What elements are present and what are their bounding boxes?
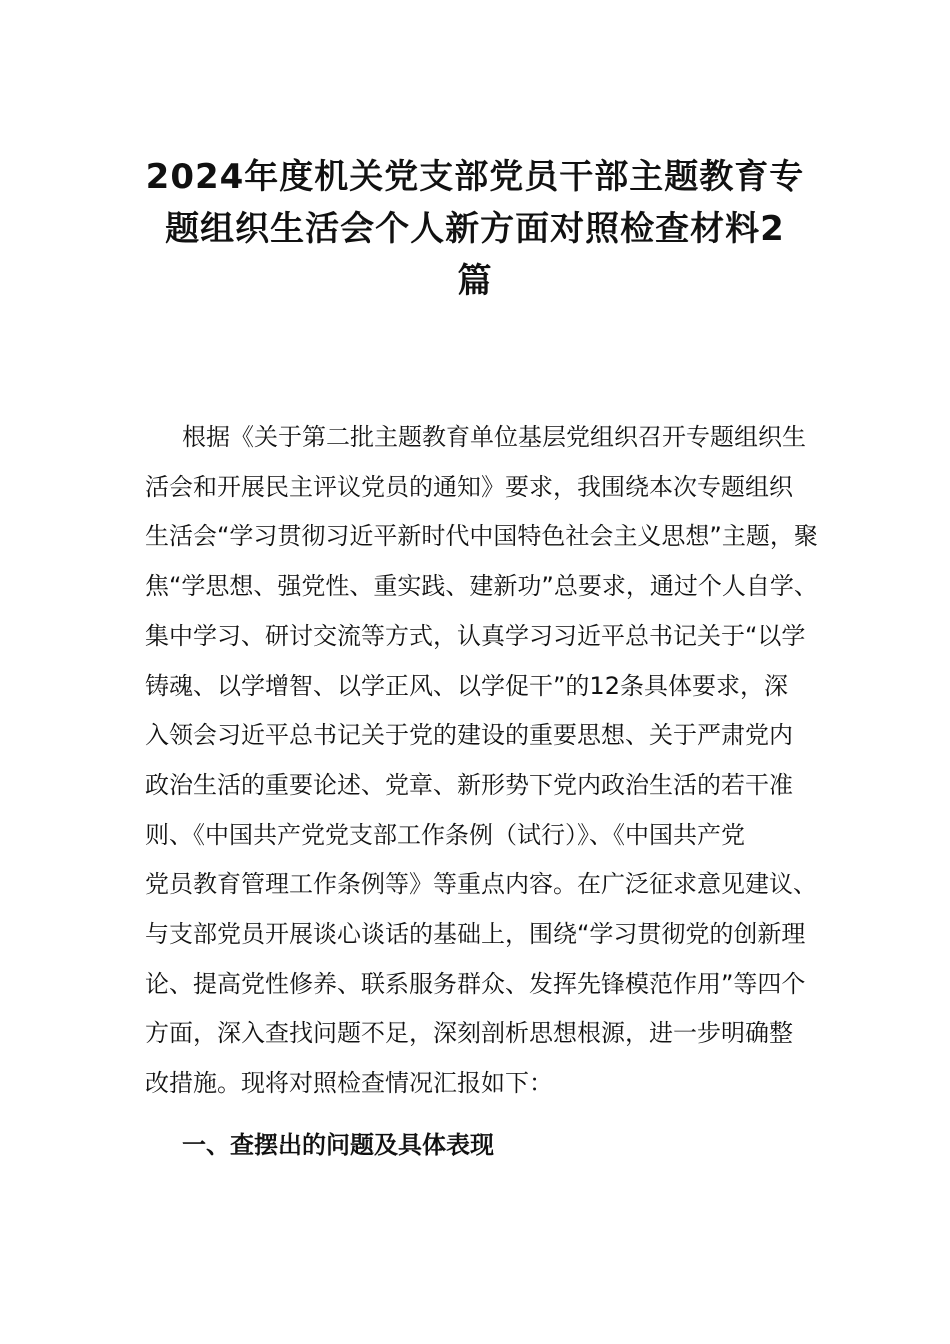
- paragraph-line: 政治生活的重要论述、党章、新形势下党内政治生活的若干准: [145, 770, 793, 799]
- paragraph-line: 入领会习近平总书记关于党的建设的重要思想、关于严肃党内: [145, 721, 793, 750]
- intro-paragraph: [145, 413, 818, 1109]
- paragraph-line: 党员教育管理工作条例等》等重点内容。在广泛征求意见建议、: [145, 870, 817, 899]
- paragraph-line: 论、提高党性修养、联系服务群众、发挥先锋模范作用”等四个: [145, 969, 806, 998]
- title-line: 题组织生活会个人新方面对照检查材料2: [165, 209, 785, 249]
- paragraph-line: 改措施。现将对照检查情况汇报如下：: [145, 1069, 553, 1098]
- paragraph-line: 焦“学思想、强党性、重实践、建新功”总要求，通过个人自学、: [145, 572, 818, 601]
- section-heading: 一、查摆出的问题及具体表现: [182, 1131, 494, 1159]
- paragraph-line: 方面，深入查找问题不足，深刻剖析思想根源，进一步明确整: [145, 1019, 793, 1048]
- title-line: 2024年度机关党支部党员干部主题教育专: [145, 157, 805, 197]
- paragraph-line: 根据《关于第二批主题教育单位基层党组织召开专题组织生: [182, 423, 806, 451]
- paragraph-line: 铸魂、以学增智、以学正风、以学促干”的12条具体要求，深: [145, 671, 788, 700]
- paragraph-line: 生活会“学习贯彻习近平新时代中国特色社会主义思想”主题，聚: [145, 522, 818, 551]
- paragraph-line: 活会和开展民主评议党员的通知》要求，我围绕本次专题组织: [145, 472, 793, 501]
- title-line: 篇: [457, 261, 493, 301]
- paragraph-line: 与支部党员开展谈心谈话的基础上，围绕“学习贯彻党的创新理: [145, 920, 806, 949]
- paragraph-line: 则、《中国共产党党支部工作条例（试行）》、《中国共产党: [145, 820, 745, 849]
- document-title: [145, 151, 805, 307]
- paragraph-line: 集中学习、研讨交流等方式，认真学习习近平总书记关于“以学: [145, 621, 806, 650]
